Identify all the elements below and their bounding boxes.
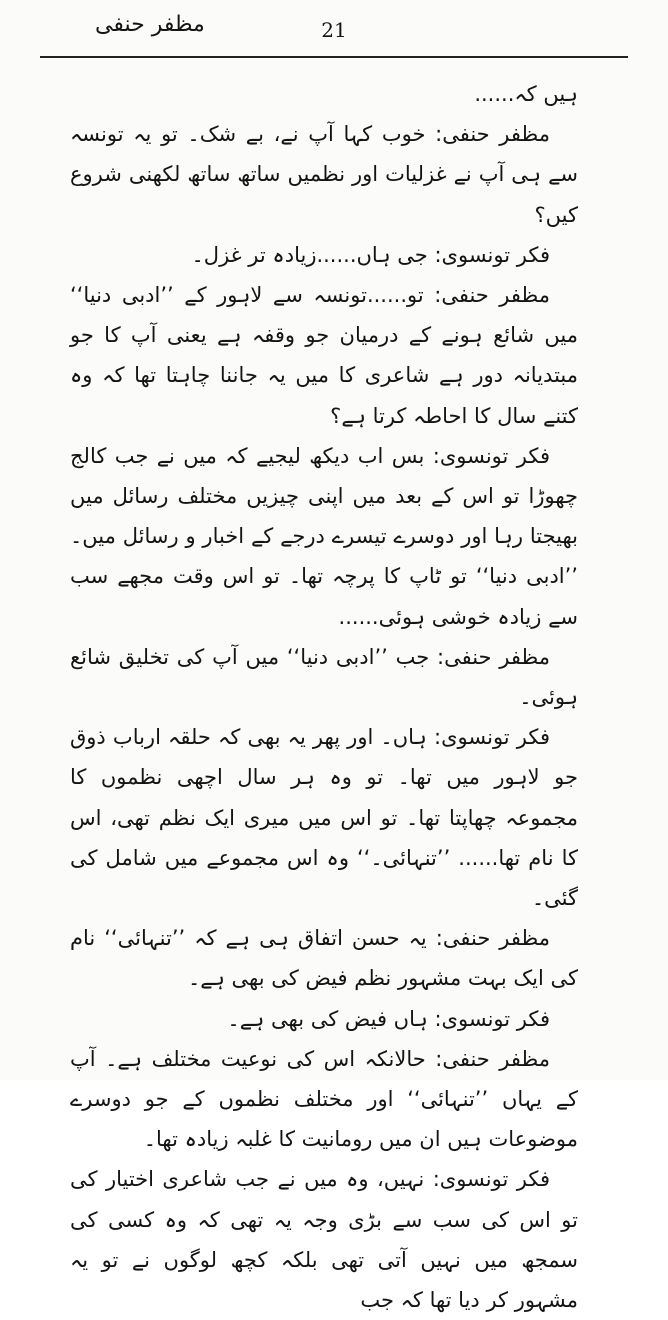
- paragraph: فکر تونسوی: جی ہاں......زیادہ تر غزل۔: [191, 242, 550, 267]
- paragraph: ہیں کہ......: [474, 82, 578, 106]
- header-rule: [40, 56, 628, 58]
- paragraph: فکر تونسوی: بس اب دیکھ لیجیے کہ میں نے جب کالج چھوڑا تو اس کے بعد میں اپنی چیزیں مختلف رسائل میں بھیجتا رہا اور دوسرے تیسرے درجے کے اخبار و رسائل میں۔ ’’ادبی دنیا‘‘ تو ٹاپ کا پرچہ تھا۔ تو اس وقت مجھے سب سے زیادہ خوشی ہوئی......: [70, 443, 578, 629]
- paragraph: مظفر حنفی: حالانکہ اس کی نوعیت مختلف ہے۔ آپ کے یہاں ’’تنہائی‘‘ اور مختلف نظموں کے جو دوسرے موضوعات ہیں ان میں رومانیت کا غلبہ زیادہ تھا۔: [70, 1046, 578, 1152]
- paragraph: فکر تونسوی: ہاں فیض کی بھی ہے۔: [227, 1006, 550, 1031]
- paragraph: فکر تونسوی: نہیں، وہ میں نے جب شاعری اختیار کی تو اس کی سب سے بڑی وجہ یہ تھی کہ وہ کسی کی سمجھ میں نہیں آتی تھی بلکہ کچھ لوگوں نے تو یہ مشہور کر دیا تھا کہ جب: [70, 1167, 578, 1313]
- paragraph: مظفر حنفی: یہ حسن اتفاق ہی ہے کہ ’’تنہائی‘‘ نام کی ایک بہت مشہور نظم فیض کی بھی ہے۔: [70, 926, 578, 991]
- paragraph: مظفر حنفی: خوب کہا آپ نے، بے شک۔ تو یہ تونسہ سے ہی آپ نے غزلیات اور نظمیں ساتھ ساتھ لکھنی شروع کیں؟: [70, 122, 578, 227]
- page-header: [40, 8, 628, 58]
- interview-text: [70, 74, 578, 1320]
- page-number: 21: [321, 18, 347, 42]
- paragraph: مظفر حنفی: جب ’’ادبی دنیا‘‘ میں آپ کی تخلیق شائع ہوئی۔: [70, 644, 578, 710]
- running-head: مظفر حنفی: [95, 12, 205, 37]
- paragraph: مظفر حنفی: تو......تونسہ سے لاہور کے ’’ادبی دنیا‘‘ میں شائع ہونے کے درمیان جو وقفہ ہے یعنی آپ کا جو مبتدیانہ دور ہے شاعری کا میں یہ جاننا چاہتا تھا کہ وہ کتنے سال کا احاطہ کرتا ہے؟: [70, 283, 578, 428]
- paragraph: فکر تونسوی: ہاں۔ اور پھر یہ بھی کہ حلقہ ارباب ذوق جو لاہور میں تھا۔ تو وہ ہر سال اچھی نظموں کا مجموعہ چھاپتا تھا۔ تو اس میں میری ایک نظم تھی، اس کا نام تھا...... ’’تنہائی۔‘‘ وہ اس مجموعے میں شامل کی گئی۔: [70, 725, 578, 911]
